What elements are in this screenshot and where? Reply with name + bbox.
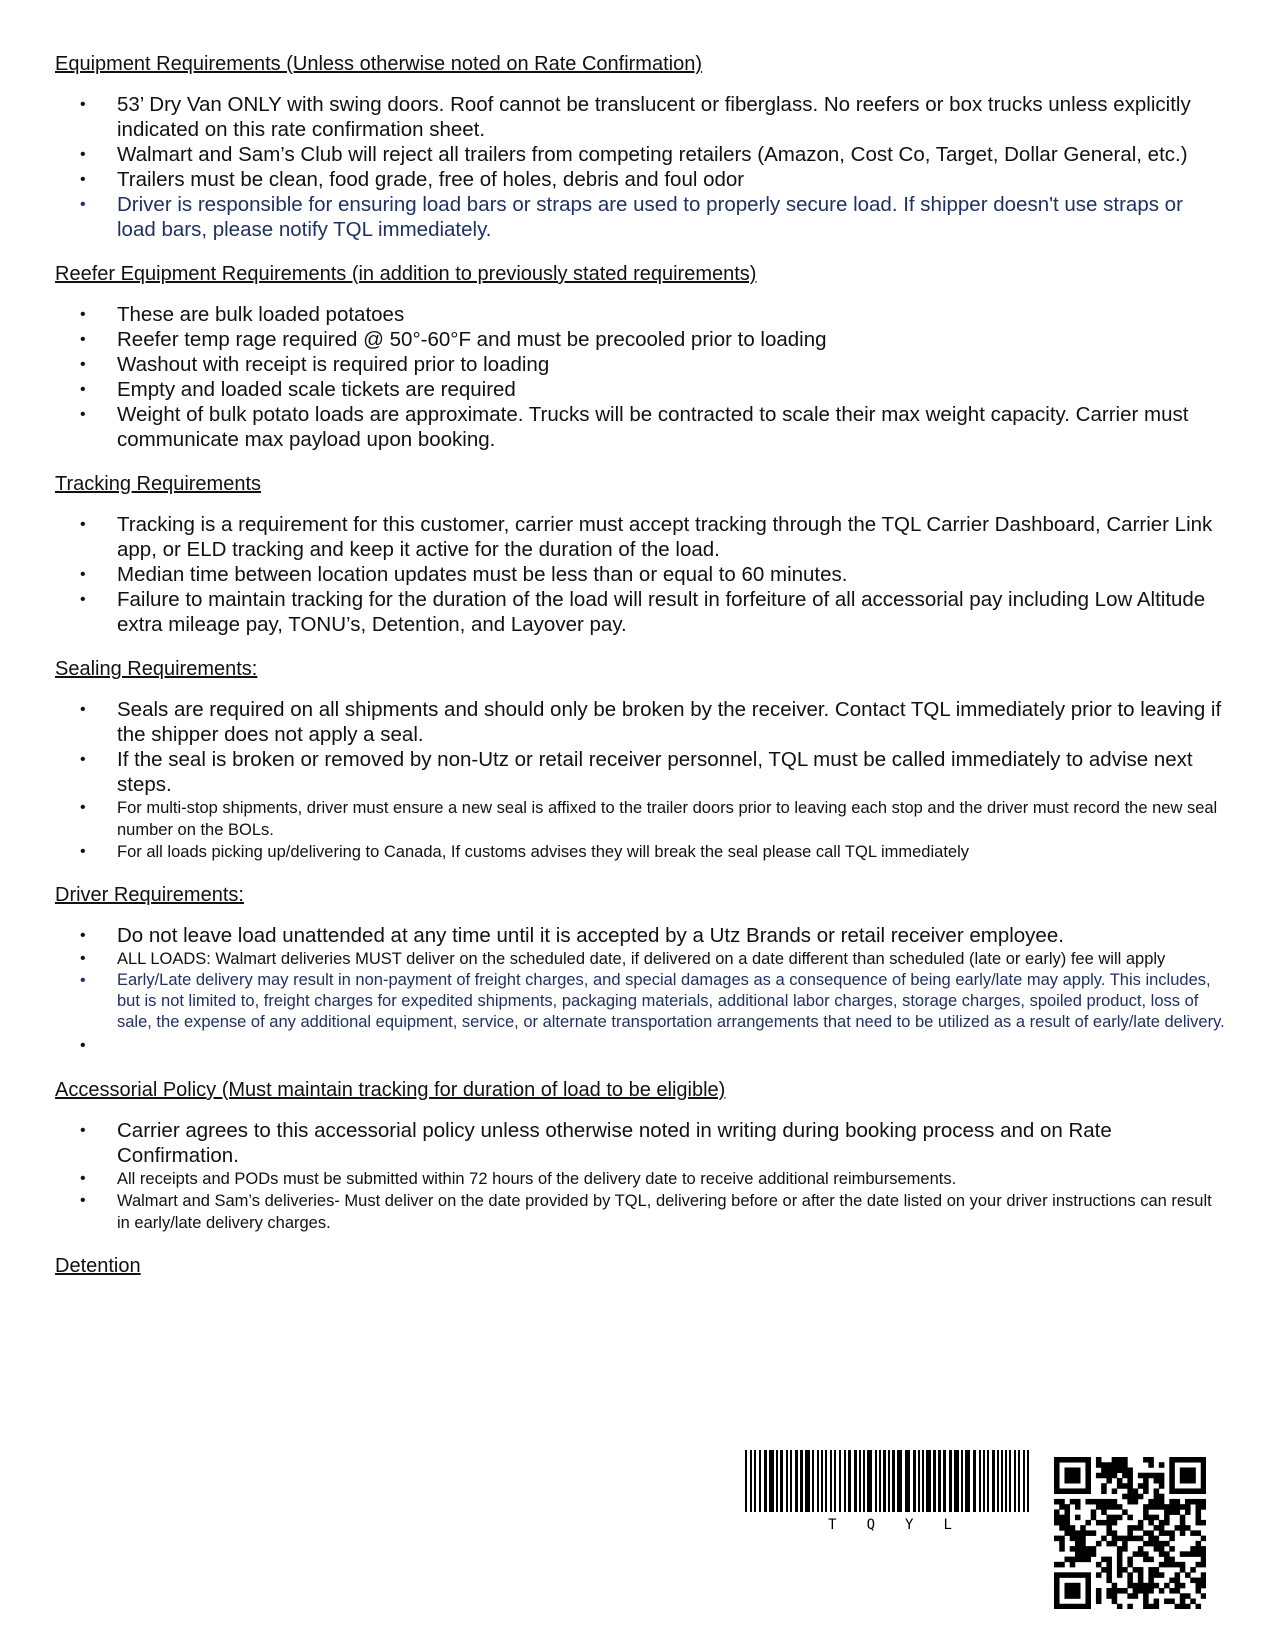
bullet-item: • Driver is responsible for ensuring load bars or straps are used to properly secure load. If shipper doesn't use straps or load bars, please notify TQL immediately. bbox=[55, 192, 1225, 242]
bullet-item: • Carrier agrees to this accessorial policy unless otherwise noted in writing during booking process and on Rate Confirmation. bbox=[55, 1118, 1225, 1168]
bullet-item: • Empty and loaded scale tickets are required bbox=[55, 377, 1225, 402]
section bbox=[55, 472, 1225, 637]
barcode-letter: Q bbox=[866, 1517, 875, 1533]
bullet-list bbox=[55, 697, 1225, 863]
barcode-letter: L bbox=[943, 1517, 952, 1533]
section bbox=[55, 1078, 1225, 1234]
section bbox=[55, 1254, 1225, 1278]
section-heading: Sealing Requirements: bbox=[55, 658, 258, 680]
section-heading: Driver Requirements: bbox=[55, 884, 244, 906]
bullet-item: • For multi-stop shipments, driver must ensure a new seal is affixed to the trailer doors prior to leaving each stop and the driver must record the new seal number on the BOLs. bbox=[55, 797, 1225, 841]
bullet-item: • Trailers must be clean, food grade, free of holes, debris and foul odor bbox=[55, 167, 1225, 192]
bullet-item: • Median time between location updates must be less than or equal to 60 minutes. bbox=[55, 562, 1225, 587]
bullet-item: • These are bulk loaded potatoes bbox=[55, 302, 1225, 327]
bullet-list bbox=[55, 1118, 1225, 1234]
bullet-list bbox=[55, 302, 1225, 452]
bullet-item: • Failure to maintain tracking for the duration of the load will result in forfeiture of all accessorial pay including Low Altitude extra mileage pay, TONU’s, Detention, and Layover pay. bbox=[55, 587, 1225, 637]
bullet-list bbox=[55, 512, 1225, 637]
bullet-item: • Early/Late delivery may result in non-payment of freight charges, and special damages as a consequence of being early/late may apply. This includes, but is not limited to, freight charges for expedited shipments, packaging materials, additional labor charges, storage charges, spoiled product, loss of sale, the expense of any additional equipment, service, or alternate transportation arrangements that need to be utilized as a result of early/late delivery. bbox=[55, 970, 1225, 1033]
section-heading: Reefer Equipment Requirements (in addition to previously stated requirements) bbox=[55, 263, 757, 285]
barcode-icon bbox=[745, 1450, 1035, 1512]
section bbox=[55, 52, 1225, 242]
barcode bbox=[745, 1450, 1035, 1533]
bullet-item: • If the seal is broken or removed by non-Utz or retail receiver personnel, TQL must be called immediately to advise next steps. bbox=[55, 747, 1225, 797]
bullet-list bbox=[55, 92, 1225, 242]
section bbox=[55, 262, 1225, 452]
barcode-caption bbox=[745, 1517, 1035, 1533]
qr-code-icon bbox=[1054, 1457, 1206, 1609]
bullet-item: • Walmart and Sam’s Club will reject all trailers from competing retailers (Amazon, Cost Co, Target, Dollar General, etc.) bbox=[55, 142, 1225, 167]
bullet-item: • ALL LOADS: Walmart deliveries MUST deliver on the scheduled date, if delivered on a date different than scheduled (late or early) fee will apply bbox=[55, 948, 1225, 970]
bullet-item: • Seals are required on all shipments and should only be broken by the receiver. Contact TQL immediately prior to leaving if the shipper does not apply a seal. bbox=[55, 697, 1225, 747]
section-heading: Detention bbox=[55, 1255, 141, 1277]
bullet-item: • All receipts and PODs must be submitted within 72 hours of the delivery date to receive additional reimbursements. bbox=[55, 1168, 1225, 1190]
barcode-letter: Y bbox=[905, 1517, 914, 1533]
section-heading: Accessorial Policy (Must maintain tracking for duration of load to be eligible) bbox=[55, 1079, 726, 1101]
barcode-letter: T bbox=[828, 1517, 837, 1533]
bullet-item: • Washout with receipt is required prior to loading bbox=[55, 352, 1225, 377]
bullet-item: • Weight of bulk potato loads are approximate. Trucks will be contracted to scale their max weight capacity. Carrier must communicate max payload upon booking. bbox=[55, 402, 1225, 452]
section-heading: Tracking Requirements bbox=[55, 473, 262, 495]
bullet-item: • Do not leave load unattended at any time until it is accepted by a Utz Brands or retail receiver employee. bbox=[55, 923, 1225, 948]
section bbox=[55, 883, 1225, 1058]
section-heading: Equipment Requirements (Unless otherwise noted on Rate Confirmation) bbox=[55, 53, 702, 75]
bullet-item: • 53’ Dry Van ONLY with swing doors. Roof cannot be translucent or fiberglass. No reefers or box trucks unless explicitly indicated on this rate confirmation sheet. bbox=[55, 92, 1225, 142]
bullet-item: • Reefer temp rage required @ 50°-60°F and must be precooled prior to loading bbox=[55, 327, 1225, 352]
bullet-list bbox=[55, 923, 1225, 1058]
bullet-item: • Tracking is a requirement for this customer, carrier must accept tracking through the TQL Carrier Dashboard, Carrier Link app, or ELD tracking and keep it active for the duration of the load. bbox=[55, 512, 1225, 562]
section bbox=[55, 657, 1225, 863]
bullet-item bbox=[55, 1033, 1225, 1058]
document-body bbox=[55, 52, 1225, 1298]
bullet-item: • Walmart and Sam’s deliveries- Must deliver on the date provided by TQL, delivering before or after the date listed on your driver instructions can result in early/late delivery charges. bbox=[55, 1190, 1225, 1234]
bullet-item: • For all loads picking up/delivering to Canada, If customs advises they will break the seal please call TQL immediately bbox=[55, 841, 1225, 863]
